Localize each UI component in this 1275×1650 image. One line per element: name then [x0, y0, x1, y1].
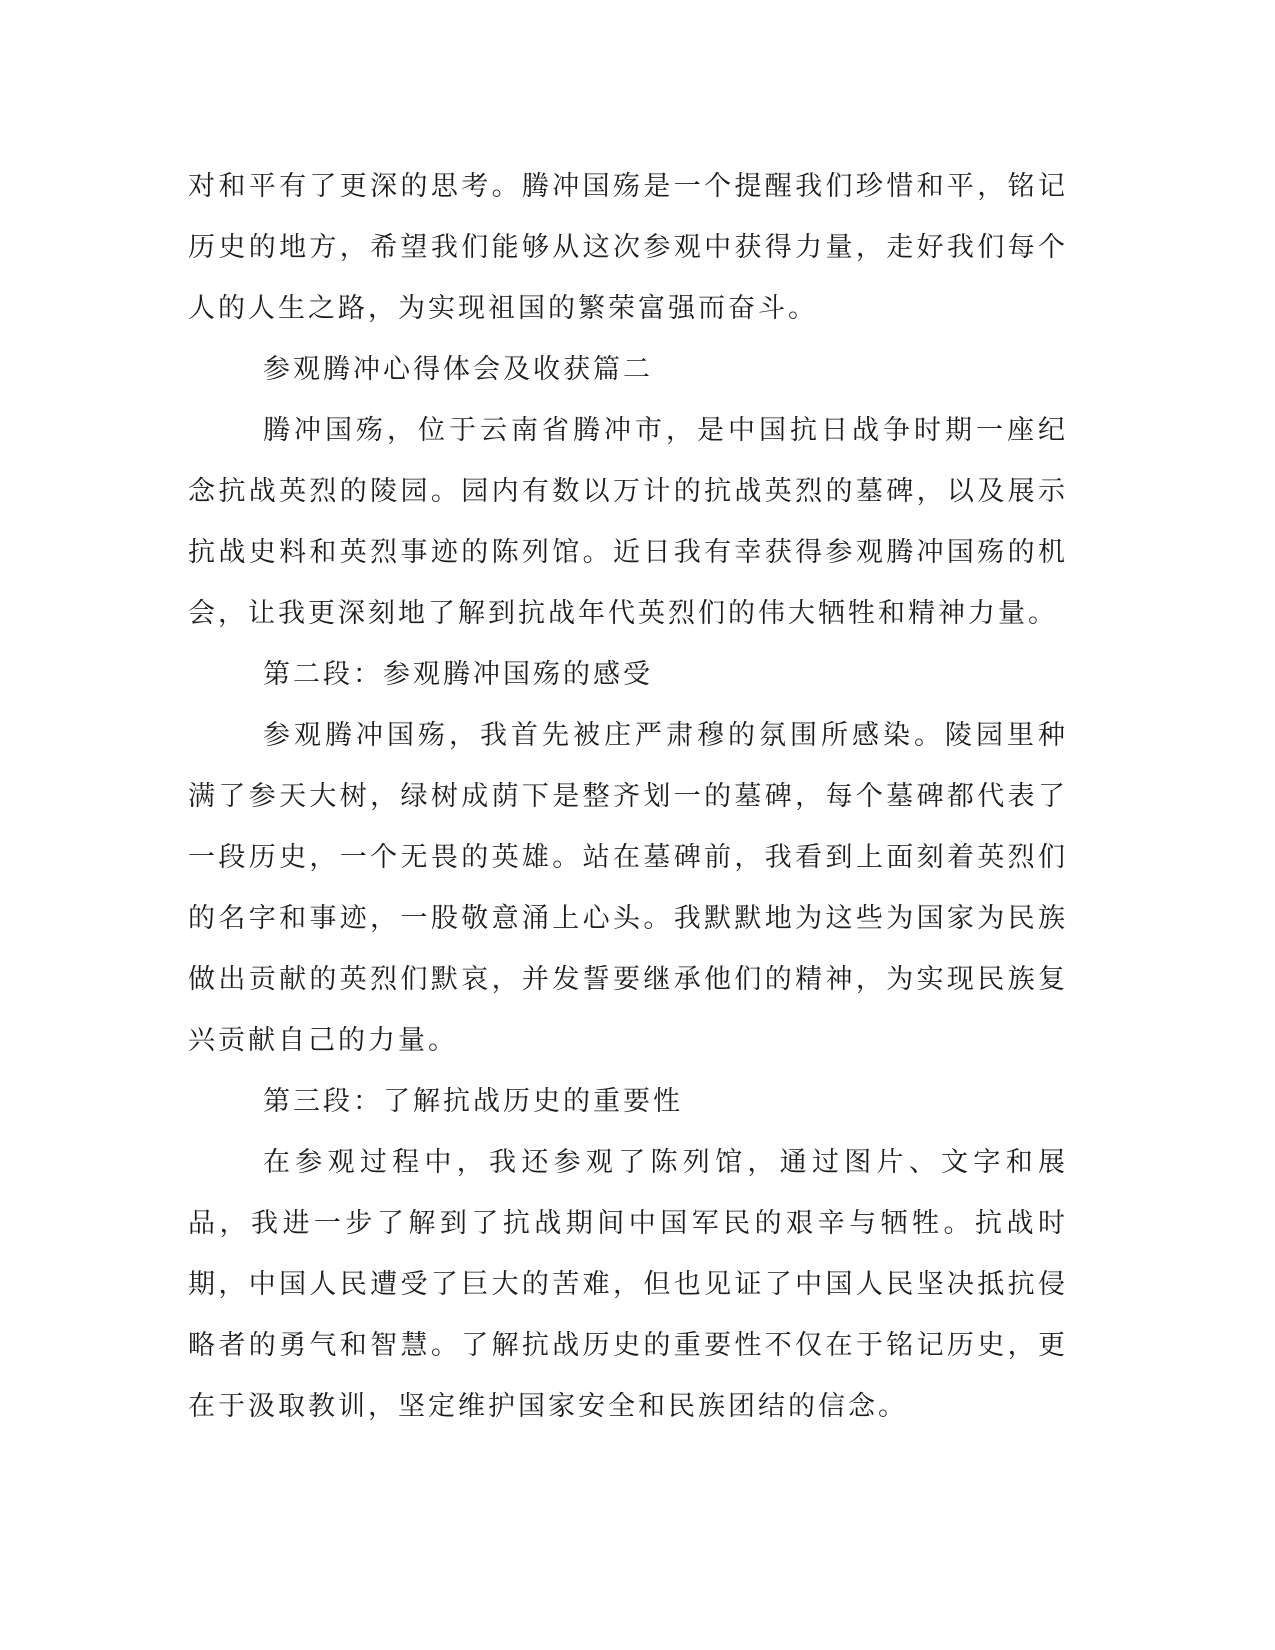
paragraph-continuation: 对和平有了更深的思考。腾冲国殇是一个提醒我们珍惜和平，铭记历史的地方，希望我们能够从这次参观中获得力量，走好我们每个人的人生之路，为实现祖国的繁荣富强而奋斗。	[188, 171, 1068, 324]
paragraph-history-importance: 在参观过程中，我还参观了陈列馆，通过图片、文字和展品，我进一步了解到了抗战期间中国军民的艰辛与牺牲。抗战时期，中国人民遭受了巨大的苦难，但也见证了中国人民坚决抵抗侵略者的勇气和智慧。了解抗战历史的重要性不仅在于铭记历史，更在于汲取教训，坚定维护国家安全和民族团结的信念。	[188, 1147, 1068, 1422]
paragraph-intro: 腾冲国殇，位于云南省腾冲市，是中国抗日战争时期一座纪念抗战英烈的陵园。园内有数以万计的抗战英烈的墓碑，以及展示抗战史料和英烈事迹的陈列馆。近日我有幸获得参观腾冲国殇的机会，让我更深刻地了解到抗战年代英烈们的伟大牺牲和精神力量。	[188, 415, 1068, 629]
section-heading-2: 第二段：参观腾冲国殇的感受	[263, 659, 653, 690]
section-heading-3: 第三段：了解抗战历史的重要性	[263, 1086, 683, 1117]
document-body	[188, 156, 1068, 1437]
paragraph-feelings: 参观腾冲国殇，我首先被庄严肃穆的氛围所感染。陵园里种满了参天大树，绿树成荫下是整齐划一的墓碑，每个墓碑都代表了一段历史，一个无畏的英雄。站在墓碑前，我看到上面刻着英烈们的名字和事迹，一股敬意涌上心头。我默默地为这些为国家为民族做出贡献的英烈们默哀，并发誓要继承他们的精神，为实现民族复兴贡献自己的力量。	[188, 720, 1068, 1056]
section-title-part-two: 参观腾冲心得体会及收获篇二	[263, 354, 653, 385]
